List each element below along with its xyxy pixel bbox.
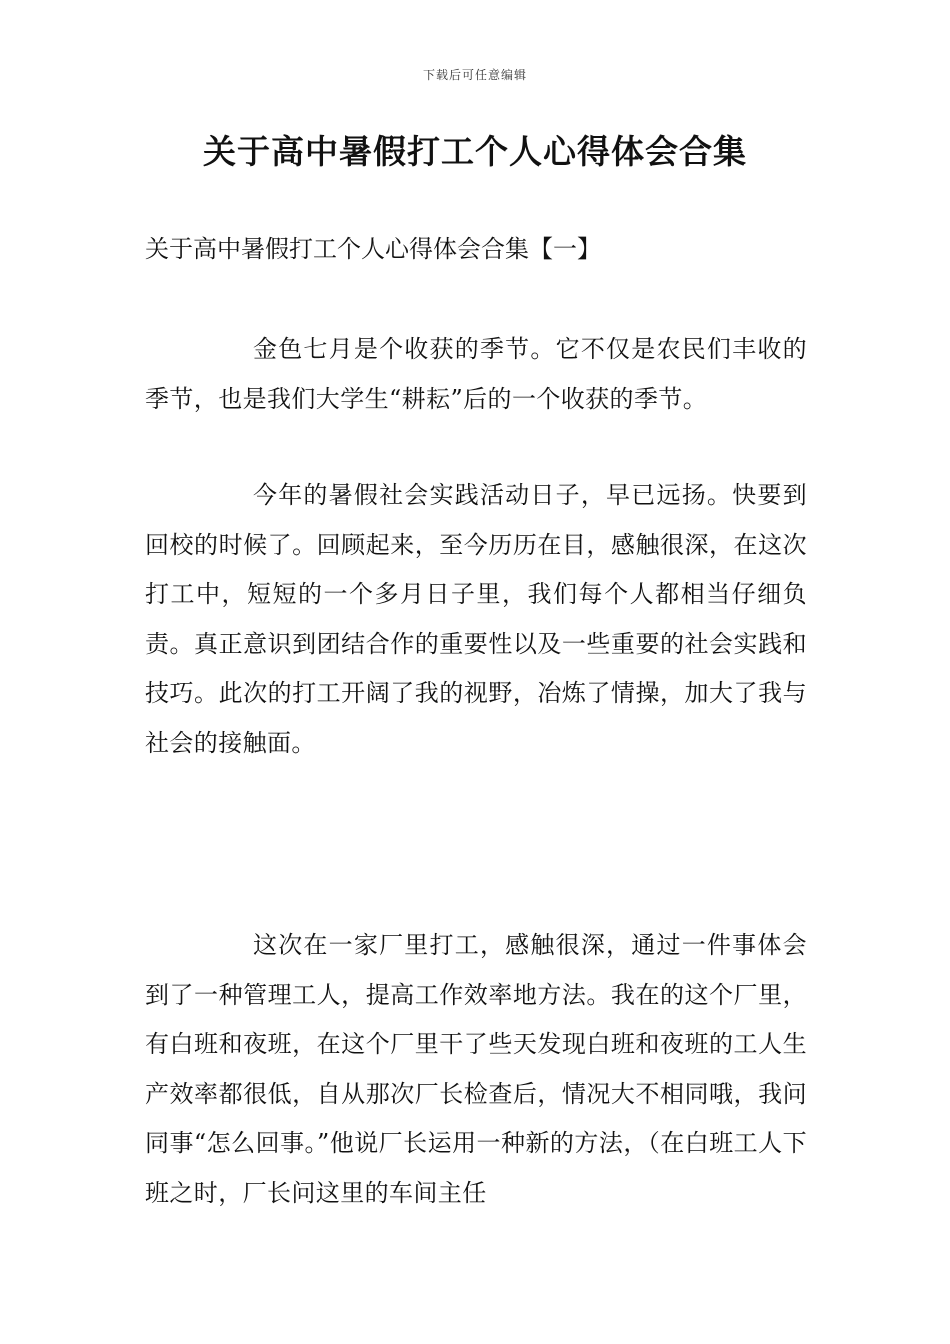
paragraph-3: 这次在一家厂里打工，感触很深，通过一件事体会到了一种管理工人，提高工作效率地方法。我在的这个厂里，有白班和夜班，在这个厂里干了些天发现白班和夜班的工人生产效率都很低，自从那次厂长检查后，情况大不相同哦，我问同事“怎么回事。”他说厂长运用一种新的方法，（在白班工人下班之时，厂长问这里的车间主任 — [145, 931, 807, 1207]
paragraph-2: 今年的暑假社会实践活动日子，早已远扬。快要到回校的时候了。回顾起来，至今历历在目，感触很深，在这次打工中，短短的一个多月日子里，我们每个人都相当仔细负责。真正意识到团结合作的重要性以及一些重要的社会实践和技巧。此次的打工开阔了我的视野，冶炼了情操，加大了我与社会的接触面。 — [145, 481, 807, 757]
paragraph-1: 金色七月是个收获的季节。它不仅是农民们丰收的季节，也是我们大学生“耕耘”后的一个收获的季节。 — [145, 335, 807, 413]
header-note: 下载后可任意编辑 — [422, 68, 527, 82]
section-heading: 关于高中暑假打工个人心得体会合集【一】 — [145, 235, 601, 263]
document-title: 关于高中暑假打工个人心得体会合集 — [203, 132, 747, 171]
